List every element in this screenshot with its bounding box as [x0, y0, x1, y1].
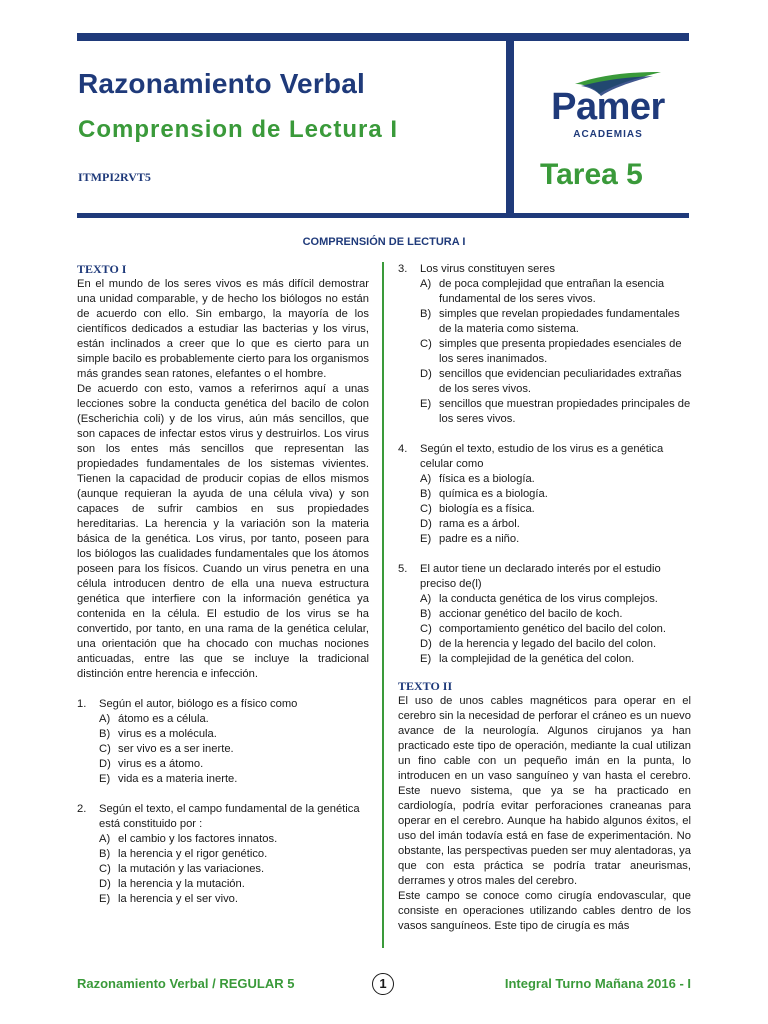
option — [77, 892, 369, 907]
option — [398, 637, 691, 652]
option — [398, 652, 691, 667]
option — [398, 367, 691, 397]
option-letter: A) — [420, 278, 432, 290]
texto2-label: TEXTO II — [398, 679, 453, 693]
option — [77, 757, 369, 772]
option-letter: D) — [99, 878, 111, 890]
option — [398, 622, 691, 637]
option — [398, 397, 691, 427]
header-top-bar — [77, 33, 689, 41]
option-text: simples que presenta propiedades esenciales de los seres inanimados. — [439, 338, 682, 365]
option-text: el cambio y los factores innatos. — [118, 833, 278, 845]
header-bottom-bar — [77, 213, 689, 218]
option-letter: D) — [420, 518, 432, 530]
question-stem: Según el texto, estudio de los virus es a genética celular como — [420, 443, 664, 470]
option-text: átomo es a célula. — [118, 713, 209, 725]
option-letter: A) — [420, 593, 432, 605]
option-letter: B) — [99, 728, 111, 740]
option-letter: D) — [420, 638, 432, 650]
logo-wordmark: Pamer — [551, 86, 665, 128]
option-letter: E) — [420, 398, 432, 410]
question-stem: Los virus constituyen seres — [420, 263, 555, 275]
question-number: 2. — [77, 803, 87, 815]
option-text: sencillos que evidencian peculiaridades extrañas de los seres vivos. — [439, 368, 682, 395]
option-letter: E) — [420, 653, 432, 665]
texto2-paragraph: El uso de unos cables magnéticos para operar en el cerebro sin la necesidad de perforar el cráneo es un nuevo avance de la neurología. Algunos cirujanos ya han practicado este tipo de operación, mediante la cual utilizan un fino cable con un pequeño imán en la punta, lo introducen en un vaso sanguíneo y van hasta el cerebro. Este nuevo sistema, que ya se ha practicado en cardiología, podría evitar perforaciones craneanas para operar en el cerebro. Aunque ha habido algunos éxitos, el uso del imán todavía está en fase de experimentación. No obstante, las perspectivas pueden ser muy alentadoras, ya que con esta práctica se podría tratar aneurismas, derrames y otros males del cerebro. — [398, 695, 691, 887]
option-letter: B) — [420, 608, 432, 620]
section-title: COMPRENSIÓN DE LECTURA I — [302, 236, 466, 248]
logo-subtitle: ACADEMIAS — [573, 129, 643, 140]
option-text: la herencia y el rigor genético. — [118, 848, 268, 860]
option — [77, 712, 369, 727]
question-number: 1. — [77, 698, 87, 710]
option — [398, 472, 691, 487]
option-letter: B) — [99, 848, 111, 860]
option-letter: A) — [99, 713, 111, 725]
question-4 — [398, 442, 691, 547]
option-text: la conducta genética de los virus complejos. — [439, 593, 658, 605]
option — [77, 847, 369, 862]
question-number: 5. — [398, 563, 408, 575]
option-letter: D) — [99, 758, 111, 770]
option-text: biología es a física. — [439, 503, 535, 515]
texto1-paragraph: En el mundo de los seres vivos es más difícil demostrar una unidad comparable, y de hecho los biólogos no están de acuerdo con ello. Sin embargo, la mayoría de los científicos dedicados a estudiar las bacterias y los virus, están inclinados a creer que lo que es cierto para un simple bacilo es probablemente cierto para los organismos más grandes sean ratones, elefantes o el hombre. — [77, 278, 369, 380]
option-text: ser vivo es a ser inerte. — [118, 743, 234, 755]
footer-left: Razonamiento Verbal / REGULAR 5 — [77, 976, 295, 991]
question-stem: Según el autor, biólogo es a físico como — [99, 698, 298, 710]
question-1 — [77, 697, 369, 787]
option-text: la herencia y el ser vivo. — [118, 893, 239, 905]
column-divider — [382, 262, 384, 948]
option-text: virus es a molécula. — [118, 728, 217, 740]
option-text: de poca complejidad que entrañan la esencia fundamental de los seres vivos. — [439, 278, 665, 305]
subject-title: Razonamiento Verbal — [78, 68, 365, 99]
question-2 — [77, 802, 369, 907]
option-text: rama es a árbol. — [439, 518, 520, 530]
question-3 — [398, 262, 691, 427]
footer-right: Integral Turno Mañana 2016 - I — [504, 976, 691, 991]
option-letter: C) — [420, 623, 432, 635]
option-letter: D) — [420, 368, 432, 380]
option — [77, 862, 369, 877]
option — [398, 592, 691, 607]
option-letter: B) — [420, 308, 432, 320]
option-letter: B) — [420, 488, 432, 500]
option-letter: C) — [420, 503, 432, 515]
option — [398, 487, 691, 502]
topic-title: Comprension de Lectura I — [78, 116, 399, 143]
header-vertical-bar — [506, 33, 514, 218]
option-letter: E) — [99, 773, 111, 785]
question-number: 3. — [398, 263, 408, 275]
option — [398, 607, 691, 622]
option-text: la mutación y las variaciones. — [118, 863, 265, 875]
option-letter: E) — [99, 893, 111, 905]
option-text: la herencia y la mutación. — [118, 878, 245, 890]
option — [77, 832, 369, 847]
option — [77, 877, 369, 892]
option-text: física es a biología. — [439, 473, 535, 485]
option-text: virus es a átomo. — [118, 758, 204, 770]
option-letter: C) — [99, 743, 111, 755]
option — [398, 502, 691, 517]
option-letter: C) — [99, 863, 111, 875]
task-number: Tarea 5 — [540, 158, 643, 191]
option-text: padre es a niño. — [439, 533, 520, 545]
question-stem: El autor tiene un declarado interés por el estudio preciso de(l) — [420, 563, 661, 590]
option-letter: A) — [99, 833, 111, 845]
option-text: accionar genético del bacilo de koch. — [439, 608, 623, 620]
option-letter: E) — [420, 533, 432, 545]
pamer-logo — [533, 70, 683, 140]
option-letter: C) — [420, 338, 432, 350]
option — [398, 337, 691, 367]
option-text: vida es a materia inerte. — [118, 773, 238, 785]
option-text: de la herencia y legado del bacilo del colon. — [439, 638, 657, 650]
document-code: ITMPI2RVT5 — [78, 170, 151, 184]
page-number: 1 — [372, 973, 394, 995]
option-text: comportamiento genético del bacilo del colon. — [439, 623, 666, 635]
option — [77, 772, 369, 787]
texto1-label: TEXTO I — [77, 262, 127, 276]
option — [77, 742, 369, 757]
option-text: simples que revelan propiedades fundamentales de la materia como sistema. — [439, 308, 680, 335]
option — [398, 517, 691, 532]
question-number: 4. — [398, 443, 408, 455]
texto1-paragraph: De acuerdo con esto, vamos a referirnos aquí a unas lecciones sobre la conducta genética del bacilo de colon (Escherichia coli) y de los virus, aún más sencillos, que son capaces de infectar estos virus y destruirlos. Los virus son los entes más sencillos que representan las propiedades fundamentales de los sistemas vivientes. Tienen la capacidad de producir copias de ellos mismos (aunque requieran la ayuda de una célula viva) y son capaces de sufrir cambios en sus propiedades hereditarias. La herencia y la variación son la materia básica de la genética. Los virus, por tanto, poseen para los biólogos las cualidades fundamentales que los átomos poseen para los físicos. Cuando un virus penetra en una célula introducen dentro de ella una nueva estructura genética que interfiere con la información genética ya contenida en la célula. El estudio de los virus se ha convertido, por tanto, en una rama de la genética celular, una orientación que ha chocado con muchas nociones anticuadas, entre las que se incluye la tradicional distinción entre herencia e infección. — [77, 383, 369, 680]
option — [398, 307, 691, 337]
question-stem: Según el texto, el campo fundamental de la genética está constituido por : — [99, 803, 360, 830]
right-column — [398, 262, 691, 934]
texto2-paragraph: Este campo se conoce como cirugía endovascular, que consiste en operaciones utilizando cables dentro de los vasos sanguíneos. Este tipo de cirugía es más — [398, 890, 691, 932]
left-column — [77, 262, 369, 907]
option-text: sencillos que muestran propiedades principales de los seres vivos. — [439, 398, 691, 425]
option — [398, 532, 691, 547]
option-letter: A) — [420, 473, 432, 485]
question-5 — [398, 562, 691, 667]
option-text: química es a biología. — [439, 488, 548, 500]
option-text: la complejidad de la genética del colon. — [439, 653, 635, 665]
option — [398, 277, 691, 307]
option — [77, 727, 369, 742]
